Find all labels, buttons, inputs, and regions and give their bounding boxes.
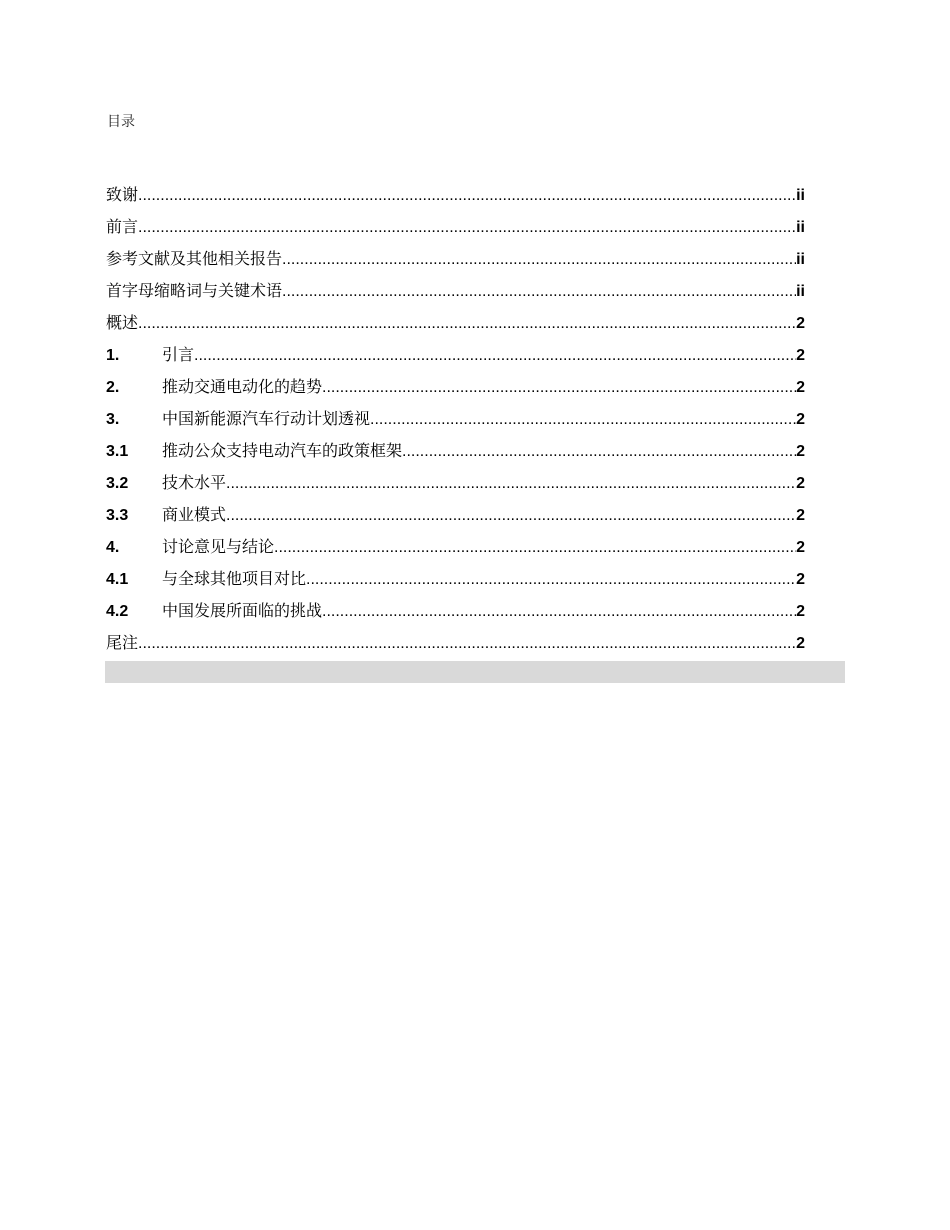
toc-entry-title: 技术水平 xyxy=(162,475,227,492)
toc-leader-dots xyxy=(370,410,796,430)
toc-entry-page: 2 xyxy=(796,379,805,396)
toc-entry-title: 中国发展所面临的挑战 xyxy=(162,603,323,620)
toc-entry-title: 中国新能源汽车行动计划透视 xyxy=(162,411,371,428)
toc-leader-dots xyxy=(282,250,796,270)
toc-leader-dots xyxy=(138,218,796,238)
toc-entry-title: 商业模式 xyxy=(162,507,227,524)
toc-entry-title: 尾注 xyxy=(106,635,139,652)
toc-entry-number: 2. xyxy=(106,379,120,396)
toc-entry-page: 2 xyxy=(796,603,805,620)
toc-entry-title: 参考文献及其他相关报告 xyxy=(106,251,283,268)
toc-entry-3-2[interactable] xyxy=(106,468,805,500)
toc-entry-title: 讨论意见与结论 xyxy=(162,539,275,556)
toc-entry-title: 首字母缩略词与关键术语 xyxy=(106,283,283,300)
toc-entry-number: 4.1 xyxy=(106,571,129,588)
toc-entry-title: 前言 xyxy=(106,219,139,236)
toc-entry-overview[interactable] xyxy=(106,308,805,340)
toc-entry-endnotes[interactable] xyxy=(106,628,805,660)
toc-entry-acronyms[interactable] xyxy=(106,276,805,308)
toc-entry-number: 4.2 xyxy=(106,603,129,620)
toc-entry-number: 1. xyxy=(106,347,120,364)
toc-entry-references[interactable] xyxy=(106,244,805,276)
toc-leader-dots xyxy=(138,634,796,654)
toc-leader-dots xyxy=(226,506,796,526)
toc-entry-page: ii xyxy=(796,283,805,300)
toc-entry-title: 概述 xyxy=(106,315,139,332)
toc-entry-3[interactable] xyxy=(106,404,805,436)
toc-entry-4[interactable] xyxy=(106,532,805,564)
toc-leader-dots xyxy=(226,474,796,494)
toc-entry-2[interactable] xyxy=(106,372,805,404)
toc-leader-dots xyxy=(306,570,796,590)
toc-entry-page: 2 xyxy=(796,475,805,492)
toc-leader-dots xyxy=(322,602,796,622)
toc-leader-dots xyxy=(138,186,796,206)
toc-entry-title: 引言 xyxy=(162,347,195,364)
toc-entry-title: 致谢 xyxy=(106,187,139,204)
toc-entry-1[interactable] xyxy=(106,340,805,372)
toc-entry-number: 3.2 xyxy=(106,475,129,492)
toc-entry-page: ii xyxy=(796,251,805,268)
toc-entry-3-3[interactable] xyxy=(106,500,805,532)
toc-entry-page: 2 xyxy=(796,635,805,652)
toc-entry-page: 2 xyxy=(796,347,805,364)
toc-entry-4-1[interactable] xyxy=(106,564,805,596)
toc-entry-4-2[interactable] xyxy=(106,596,805,628)
toc-entry-3-1[interactable] xyxy=(106,436,805,468)
toc-entry-number: 4. xyxy=(106,539,120,556)
toc-entry-page: 2 xyxy=(796,571,805,588)
toc-leader-dots xyxy=(194,346,796,366)
toc-entry-page: 2 xyxy=(796,507,805,524)
toc-leader-dots xyxy=(402,442,796,462)
table-of-contents xyxy=(106,180,805,660)
toc-heading: 目录 xyxy=(107,114,135,130)
toc-entry-page: 2 xyxy=(796,443,805,460)
toc-entry-preface[interactable] xyxy=(106,212,805,244)
toc-leader-dots xyxy=(322,378,796,398)
toc-entry-title: 与全球其他项目对比 xyxy=(162,571,307,588)
toc-entry-page: ii xyxy=(796,219,805,236)
toc-entry-page: 2 xyxy=(796,539,805,556)
toc-entry-page: 2 xyxy=(796,315,805,332)
shaded-bar xyxy=(105,661,845,683)
toc-entry-page: ii xyxy=(796,187,805,204)
toc-leader-dots xyxy=(138,314,796,334)
toc-entry-page: 2 xyxy=(796,411,805,428)
toc-entry-number: 3.1 xyxy=(106,443,129,460)
toc-leader-dots xyxy=(282,282,796,302)
toc-entry-number: 3. xyxy=(106,411,120,428)
toc-leader-dots xyxy=(274,538,796,558)
toc-entry-title: 推动公众支持电动汽车的政策框架 xyxy=(162,443,403,460)
toc-entry-number: 3.3 xyxy=(106,507,129,524)
toc-entry-title: 推动交通电动化的趋势 xyxy=(162,379,323,396)
toc-entry-acknowledgements[interactable] xyxy=(106,180,805,212)
